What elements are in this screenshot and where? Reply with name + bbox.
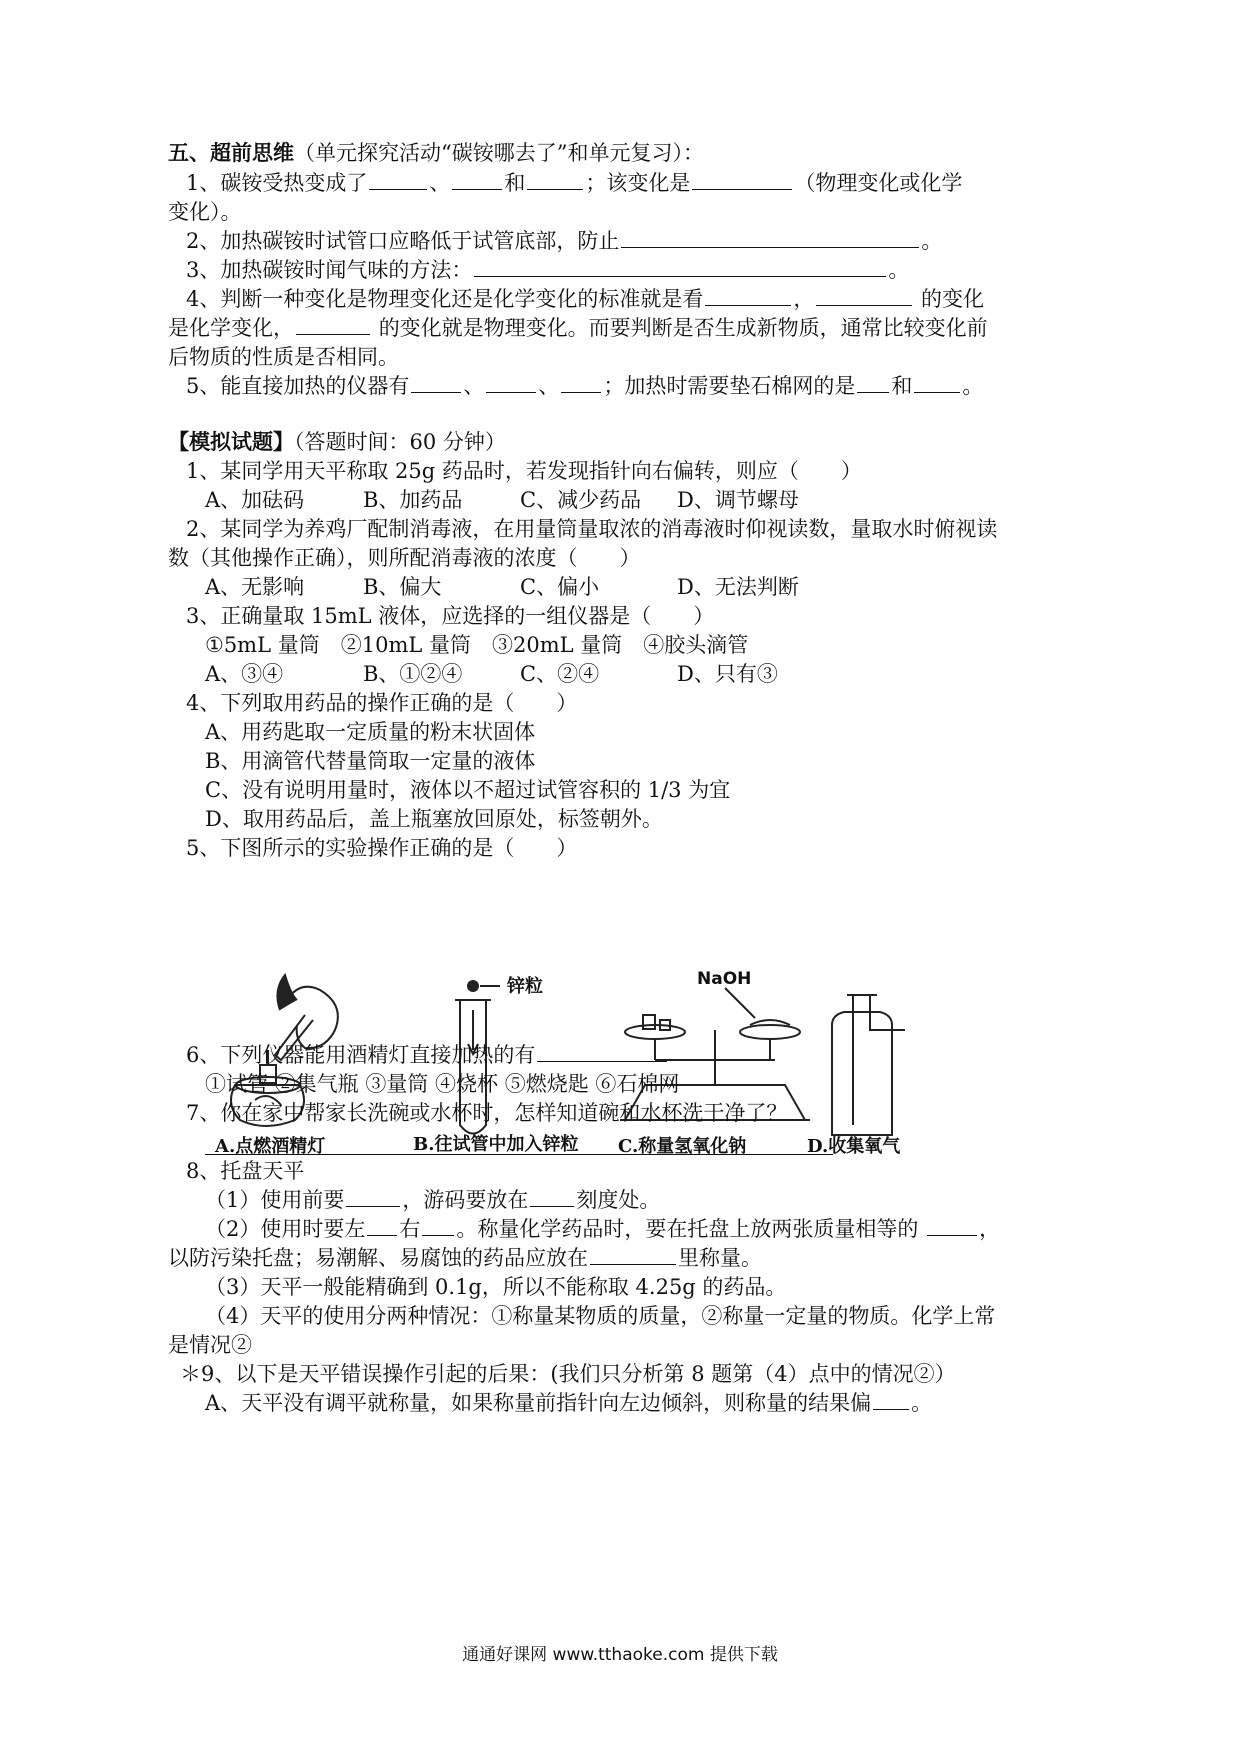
- option-b: B、偏大: [363, 575, 442, 599]
- s5-q4-text3: 是化学变化，: [168, 316, 294, 340]
- q9-item-a: [205, 1388, 932, 1418]
- q8-1-text: （1）使用前要: [205, 1188, 345, 1212]
- caption-d: D.收集氧气: [807, 1136, 901, 1157]
- q8-part-2: [205, 1214, 1000, 1244]
- blank: [422, 1215, 454, 1236]
- blank: [621, 227, 919, 248]
- blank: [411, 372, 461, 393]
- s5-question-1: [186, 168, 962, 198]
- option-d: D、只有③: [677, 662, 778, 686]
- mock-question-1: 1、某同学用天平称取 25g 药品时，若发现指针向右偏转，则应（ ）: [186, 459, 862, 483]
- page-footer: 通通好课网 www.tthaoke.com 提供下载: [462, 1645, 778, 1665]
- zinc-label: 锌粒: [507, 976, 543, 997]
- s5-q5-end: 。: [962, 374, 984, 398]
- option-a: A、用药匙取一定质量的粉末状固体: [205, 720, 536, 744]
- blank: [590, 1244, 676, 1265]
- s5-q3-end: 。: [888, 258, 910, 282]
- s5-q5-sep: 、: [463, 374, 485, 398]
- q9-a-end: 。: [911, 1391, 933, 1415]
- s5-q4-text2: 的变化: [921, 287, 985, 311]
- option-c: C、②④: [520, 662, 600, 686]
- s5-q4-text: 4、判断一种变化是物理变化还是化学变化的标准就是看: [186, 287, 704, 311]
- s5-q1-sep: 、: [429, 171, 451, 195]
- s5-question-1-cont: 变化）。: [168, 200, 242, 224]
- q8-2-text: （2）使用时要左: [205, 1217, 366, 1241]
- option-b: B、加药品: [363, 488, 463, 512]
- caption-c: C.称量氢氧化钠: [618, 1136, 747, 1157]
- answer-line: [205, 1154, 833, 1155]
- s5-q5-sep2: 、: [538, 374, 560, 398]
- option-b: B、用滴管代替量筒取一定量的液体: [205, 749, 536, 773]
- mock-question-3: 3、正确量取 15mL 液体，应选择的一组仪器是（ ）: [186, 604, 715, 628]
- mock-question-2: 2、某同学为养鸡厂配制消毒液，在用量筒量取浓的消毒液时仰视读数，量取水时俯视读: [186, 517, 998, 541]
- s5-q4-sep: ，: [793, 287, 815, 311]
- caption-a: A.点燃酒精灯: [215, 1136, 326, 1157]
- mock-question-6: [186, 1040, 669, 1070]
- section5-subtitle: （单元探究活动“碳铵哪去了”和单元复习）：: [294, 141, 704, 165]
- caption-b: B.往试管中加入锌粒: [413, 1134, 579, 1155]
- option-d: D、取用药品后，盖上瓶塞放回原处，标签朝外。: [205, 807, 663, 831]
- q8-part-4: （4）天平的使用分两种情况：①称量某物质的质量，②称量一定量的物质。化学上常: [205, 1304, 996, 1328]
- q6-text: 6、下列仪器能用酒精灯直接加热的有: [186, 1043, 536, 1067]
- blank: [367, 1215, 397, 1236]
- q8-part-3: （3）天平一般能精确到 0.1g，所以不能称取 4.25g 的药品。: [205, 1275, 787, 1299]
- blank: [927, 1215, 977, 1236]
- mock-title: 【模拟试题】: [168, 429, 294, 454]
- q8-2-text5: 以防污染托盘；易潮解、易腐蚀的药品应放在: [168, 1246, 588, 1270]
- q8-part-4-cont: 是情况②: [168, 1333, 252, 1357]
- mock-time: （答题时间：60 分钟）: [294, 430, 506, 454]
- blank: [527, 169, 583, 190]
- mock-q6-items: ①试管 ②集气瓶 ③量筒 ④烧杯 ⑤燃烧匙 ⑥石棉网: [205, 1072, 680, 1096]
- blank: [873, 1389, 909, 1410]
- option-c: C、减少药品: [520, 488, 642, 512]
- q8-2-text4: ，: [979, 1217, 1001, 1241]
- s5-question-5: [186, 371, 983, 401]
- q8-2-text2: 右: [399, 1217, 421, 1241]
- option-a: A、加砝码: [205, 488, 305, 512]
- blank: [914, 372, 960, 393]
- s5-q5-text2: ；加热时需要垫石棉网的是: [603, 374, 856, 398]
- naoh-label: NaOH: [697, 970, 752, 989]
- option-c: C、没有说明用量时，液体以不超过试管容积的 1/3 为宜: [205, 778, 731, 802]
- q8-1-text3: 刻度处。: [576, 1188, 661, 1212]
- s5-question-3: [186, 255, 909, 285]
- section5-title: 五、超前思维: [168, 140, 294, 165]
- mock-question-7: 7、你在家中帮家长洗碗或水杯时，怎样知道碗和水杯洗干净了？: [186, 1101, 788, 1125]
- s5-q2-end: 。: [921, 229, 943, 253]
- q8-2-text3: 。称量化学药品时，要在托盘上放两张质量相等的: [456, 1217, 919, 1241]
- s5-q1-text2: ；该变化是: [585, 171, 691, 195]
- q8-2-text6: 里称量。: [678, 1246, 762, 1270]
- s5-q1-text3: （物理变化或化学: [794, 171, 963, 195]
- blank: [561, 372, 601, 393]
- mock-question-5: 5、下图所示的实验操作正确的是（ ）: [186, 836, 578, 860]
- gas-bottle-illustration: [832, 995, 905, 1135]
- s5-q1-text: 1、碳铵受热变成了: [186, 171, 368, 195]
- mock-question-9: ＊9、以下是天平错误操作引起的后果：(我们只分析第 8 题第（4）点中的情况②）: [180, 1362, 956, 1386]
- blank: [816, 285, 912, 306]
- blank: [692, 169, 792, 190]
- blank: [474, 256, 886, 277]
- s5-question-4: [186, 284, 984, 314]
- q8-part-2-cont: [168, 1243, 762, 1273]
- mock-question-2-cont: 数（其他操作正确），则所配消毒液的浓度（ ）: [168, 546, 641, 570]
- blank: [537, 1041, 667, 1062]
- s5-q5-and: 和: [891, 374, 913, 398]
- blank: [452, 169, 502, 190]
- s5-q2-text: 2、加热碳铵时试管口应略低于试管底部，防止: [186, 229, 620, 253]
- blank: [857, 372, 889, 393]
- blank: [346, 1186, 400, 1207]
- option-a: A、无影响: [205, 575, 305, 599]
- s5-q4-text4: 的变化就是物理变化。而要判断是否生成新物质，通常比较变化前: [378, 316, 988, 340]
- mock-heading: [168, 427, 506, 457]
- s5-q1-and: 和: [504, 171, 526, 195]
- mock-q3-items: ①5mL 量筒 ②10mL 量筒 ③20mL 量筒 ④胶头滴管: [205, 633, 749, 657]
- q8-part-1: [205, 1185, 660, 1215]
- mock-question-8: 8、托盘天平: [186, 1159, 305, 1183]
- s5-question-2: [186, 226, 942, 256]
- option-d: D、无法判断: [677, 575, 799, 599]
- option-a: A、③④: [205, 662, 284, 686]
- s5-question-4-cont2: 后物质的性质是否相同。: [168, 345, 399, 369]
- blank: [369, 169, 427, 190]
- blank: [530, 1186, 574, 1207]
- q8-1-text2: ，游码要放在: [402, 1188, 529, 1212]
- option-c: C、偏小: [520, 575, 600, 599]
- blank: [486, 372, 536, 393]
- s5-q3-text: 3、加热碳铵时闻气味的方法：: [186, 258, 473, 282]
- s5-q5-text: 5、能直接加热的仪器有: [186, 374, 410, 398]
- option-b: B、①②④: [363, 662, 463, 686]
- section5-heading: [168, 138, 704, 168]
- q9-a-text: A、天平没有调平就称量，如果称量前指针向左边倾斜，则称量的结果偏: [205, 1391, 872, 1415]
- mock-question-4: 4、下列取用药品的操作正确的是（ ）: [186, 691, 578, 715]
- option-d: D、调节螺母: [677, 488, 799, 512]
- blank: [705, 285, 791, 306]
- s5-question-4-cont: [168, 313, 988, 343]
- blank: [296, 314, 370, 335]
